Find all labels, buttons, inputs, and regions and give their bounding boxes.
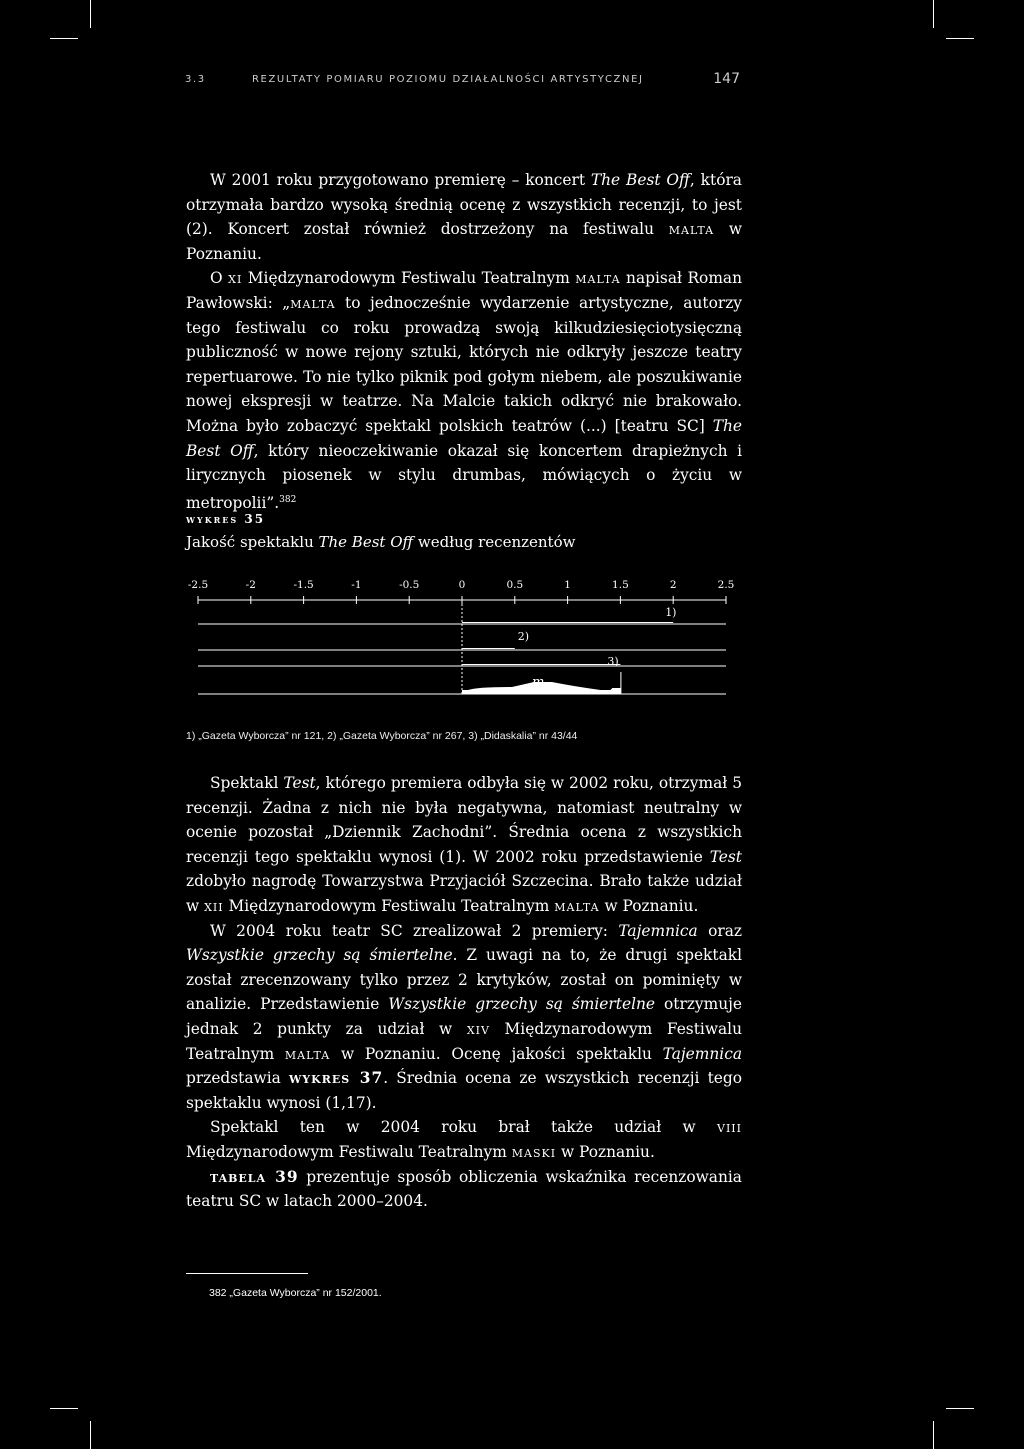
x-tick-label: 0 bbox=[458, 579, 466, 591]
crop-mark bbox=[933, 0, 934, 28]
paragraph: Spektakl ten w 2004 roku brał także udział w viii Międzynarodowym Festiwalu Teatralnym maski w Poznaniu. bbox=[186, 1118, 742, 1161]
page-number: 147 bbox=[713, 71, 740, 87]
body-text-bottom bbox=[186, 771, 742, 1214]
crop-mark bbox=[946, 38, 974, 39]
bar bbox=[462, 648, 515, 649]
x-tick-label: 0.5 bbox=[506, 579, 524, 591]
crop-mark bbox=[50, 1408, 78, 1409]
x-tick-label: 2 bbox=[669, 579, 677, 591]
x-tick-label: -2.5 bbox=[187, 579, 209, 591]
paragraph: W 2001 roku przygotowano premierę – koncert The Best Off, która otrzymała bardzo wysoką średnią ocenę z wszystkich recenzji, to jest (2). Koncert został również dostrzeżony na festiwalu malta w Poznaniu. bbox=[186, 171, 742, 263]
paragraph: Spektakl Test, którego premiera odbyła się w 2002 roku, otrzymał 5 recenzji. Żadna z nich nie była negatywna, natomiast neutralny w ocenie pozostał „Dziennik Zachodni”. Średnia ocena z wszystkich recenzji tego spektaklu wynosi (1). W 2002 roku przedstawienie Test zdobyło nagrodę Towarzystwa Przyjaciół Szczecina. Brało także udział w xii Międzynarodowym Festiwalu Teatralnym malta w Poznaniu. bbox=[186, 774, 742, 915]
mth-label: $m_{th}$ bbox=[532, 675, 554, 692]
x-tick-label: -2 bbox=[245, 579, 256, 591]
chart-title: Jakość spektaklu The Best Off według recenzentów bbox=[186, 533, 576, 551]
paragraph: W 2004 roku teatr SC zrealizował 2 premiery: Tajemnica oraz Wszystkie grzechy są śmiertelne. Z uwagi na to, że drugi spektakl został zrecenzowany tylko przez 2 krytyków, został on pominięty w analizie. Przedstawienie Wszystkie grzechy są śmiertelne otrzymuje jednak 2 punkty za udział w xiv Międzynarodowym Festiwalu Teatralnym malta w Poznaniu. Ocenę jakości spektaklu Tajemnica przedstawia wykres 37. Średnia ocena ze wszystkich recenzji tego spektaklu wynosi (1,17). bbox=[186, 921, 743, 1112]
paragraph: O xi Międzynarodowym Festiwalu Teatralnym malta napisał Roman Pawłowski: „malta to jednocześnie wydarzenie artystyczne, autorzy tego festiwalu co roku prowadzą swoją kilkudziesięciotysięczną publiczność w nowe rejony sztuki, których nie odkryły jeszcze teatry repertuarowe. To nie tylko piknik pod gołym niebem, ale poszukiwanie nowej ekspresji w teatrze. Na Malcie takich odkryć nie brakowało. Można było zobaczyć spektakl polskich teatrów (...) [teatru SC] The Best Off, który nieoczekiwanie okazał się koncertem drapieżnych i lirycznych piosenek w stylu drumbas, mówiących o życiu w metropolii”.$^{382}$ bbox=[186, 269, 742, 512]
crop-mark bbox=[50, 38, 78, 39]
crop-mark bbox=[946, 1408, 974, 1409]
bar-label: 3) bbox=[607, 655, 619, 668]
body-text-top bbox=[186, 168, 742, 515]
bar-label: 2) bbox=[517, 630, 530, 643]
footnote-ref: 382 bbox=[279, 494, 297, 505]
section-number: 3.3 bbox=[185, 74, 206, 85]
crop-mark bbox=[933, 1421, 934, 1449]
bar bbox=[462, 664, 620, 665]
chart bbox=[0, 570, 1024, 710]
chart-source-note: 1) „Gazeta Wyborcza” nr 121, 2) „Gazeta Wyborcza” nr 267, 3) „Didaskalia” nr 43/44 bbox=[186, 730, 578, 742]
paragraph: tabela 39 prezentuje sposób obliczenia wskaźnika recenzowania teatru SC w latach 2000–2004. bbox=[186, 1167, 742, 1211]
section-title: REZULTATY POMIARU POZIOMU DZIAŁALNOŚCI ARTYSTYCZNEJ bbox=[252, 74, 644, 85]
x-tick-label: -1 bbox=[351, 579, 362, 591]
footnote: 382 „Gazeta Wyborcza” nr 152/2001. bbox=[209, 1287, 382, 1299]
chart-label: wykres 35 bbox=[186, 512, 266, 526]
crop-mark bbox=[90, 1421, 91, 1449]
footnote-rule bbox=[186, 1273, 308, 1274]
x-tick-label: 1.5 bbox=[612, 579, 629, 591]
x-tick-label: 2.5 bbox=[717, 579, 735, 591]
bar-label: 1) bbox=[665, 606, 677, 619]
x-tick-label: -1.5 bbox=[293, 579, 314, 591]
x-tick-label: -0.5 bbox=[399, 579, 420, 591]
bar bbox=[462, 622, 673, 623]
crop-mark bbox=[90, 0, 91, 28]
x-tick-label: 1 bbox=[564, 579, 571, 591]
